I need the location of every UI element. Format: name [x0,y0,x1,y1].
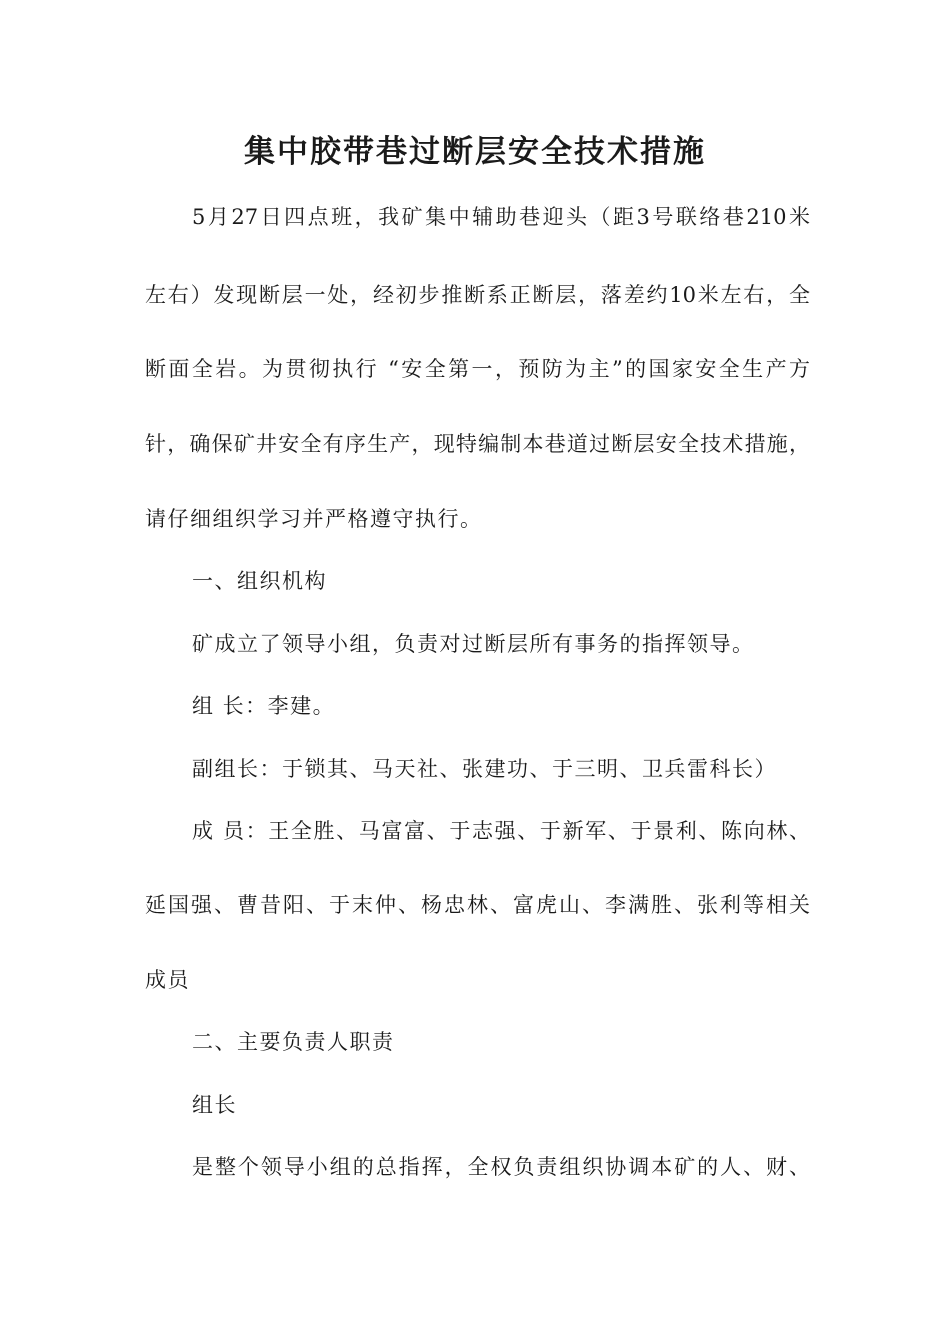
paragraph-line: 延国强、曹昔阳、于末仲、杨忠林、富虎山、李满胜、张利等相关 [145,893,810,917]
paragraph-line: 5月27日四点班，我矿集中辅助巷迎头（距3号联络巷210米 [192,205,810,229]
paragraph-line: 组 长：李建。 [192,694,336,718]
paragraph-line: 成 员：王全胜、马富富、于志强、于新军、于景利、陈向林、 [192,819,810,843]
paragraph-line: 组长 [192,1093,237,1117]
paragraph-line: 断面全岩。为贯彻执行 “安全第一，预防为主”的国家安全生产方 [145,357,810,381]
paragraph-line: 成员 [145,968,190,992]
paragraph-line: 是整个领导小组的总指挥，全权负责组织协调本矿的人、财、 [192,1155,810,1179]
paragraph-line: 副组长：于锁其、马天社、张建功、于三明、卫兵雷科长） [192,757,777,781]
document-title: 集中胶带巷过断层安全技术措施 [244,134,706,170]
section-heading: 一、组织机构 [192,569,327,593]
paragraph-line: 左右）发现断层一处，经初步推断系正断层，落差约10米左右，全 [145,283,810,307]
paragraph-line: 请仔细组织学习并严格遵守执行。 [145,507,483,531]
paragraph-line: 矿成立了领导小组，负责对过断层所有事务的指挥领导。 [192,632,755,656]
section-heading: 二、主要负责人职责 [192,1030,395,1054]
paragraph-line: 针，确保矿井安全有序生产，现特编制本巷道过断层安全技术措施， [145,432,810,456]
